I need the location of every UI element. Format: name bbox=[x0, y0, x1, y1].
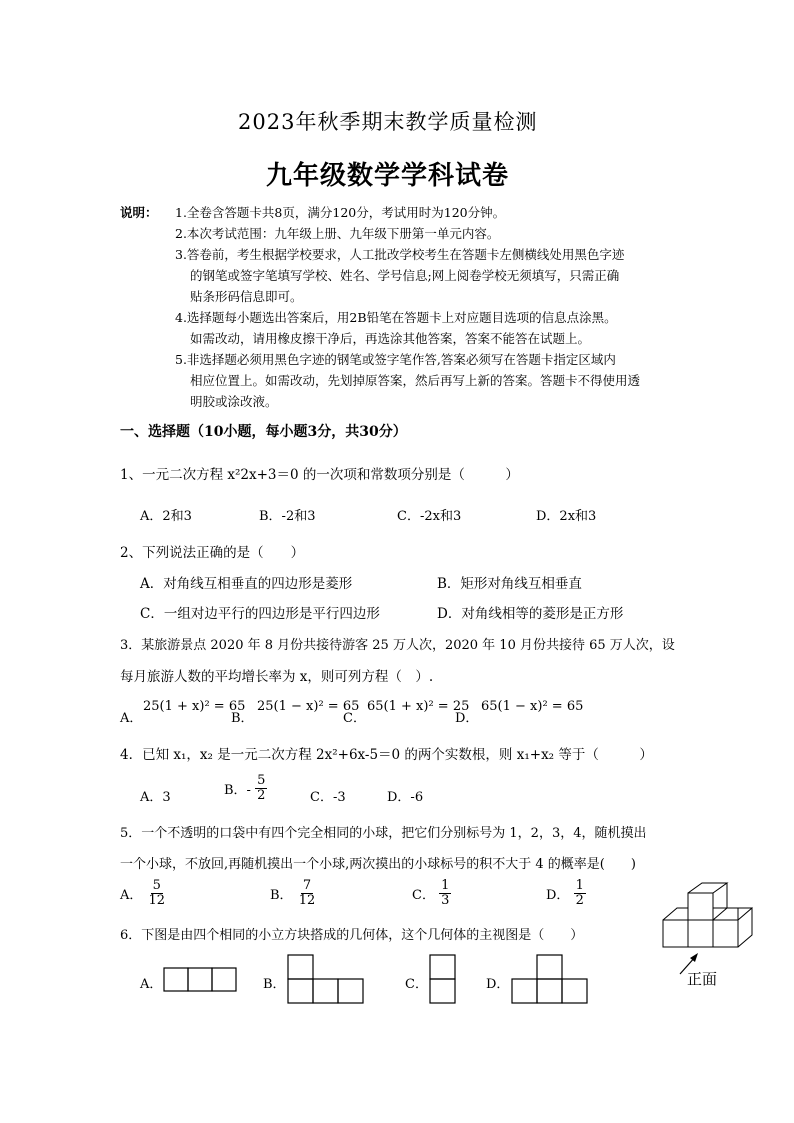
q4-option-b-numerator: 5 bbox=[257, 773, 266, 788]
q5-option-d-label: D． bbox=[546, 888, 570, 903]
q5-option-c-numerator: 1 bbox=[441, 878, 450, 893]
q6-option-b-label: B． bbox=[263, 977, 286, 992]
q6-option-a-label: A． bbox=[140, 977, 163, 992]
q1-option-a: A．2和3 bbox=[140, 509, 192, 524]
q5-option-c-fraction bbox=[439, 879, 451, 908]
q6-option-b-figure bbox=[287, 954, 365, 1004]
q3-stem-line-2: 每月旅游人数的平均增长率为 x，则可列方程（ ）. bbox=[120, 669, 434, 685]
q5-option-d bbox=[546, 879, 586, 908]
q3-option-b-label: B． bbox=[231, 711, 254, 726]
q4-option-c: C．-3 bbox=[310, 790, 346, 805]
instruction-line-1: 1.全卷含答题卡共8页，满分120分，考试用时为120分钟。 bbox=[175, 205, 506, 220]
instruction-line-4: 4.选择题每小题选出答案后，用2B铅笔在答题卡上对应题目选项的信息点涂黑。 bbox=[175, 310, 617, 325]
instruction-line-3: 3.答卷前，考生根据学校要求，人工批改学校考生在答题卡左侧横线处用黑色字迹 bbox=[175, 247, 625, 262]
q5-option-a bbox=[120, 879, 167, 908]
instruction-line-3b: 的钢笔或签字笔填写学校、姓名、学号信息;网上阅卷学校无须填写，只需正确 bbox=[190, 268, 620, 283]
exam-title: 九年级数学学科试卷 bbox=[266, 161, 510, 191]
q2-option-d: D．对角线相等的菱形是正方形 bbox=[437, 606, 624, 622]
q6-stem: 6．下图是由四个相同的小立方块搭成的几何体，这个几何体的主视图是（ ） bbox=[120, 928, 584, 943]
q3-option-c-equation: 65(1 + x)² = 25 bbox=[367, 699, 470, 714]
q6-option-c-figure bbox=[429, 954, 457, 1004]
instruction-line-5: 5.非选择题必须用黑色字迹的钢笔或签字笔作答,答案必须写在答题卡指定区域内 bbox=[175, 352, 616, 367]
q4-option-b-fraction bbox=[255, 774, 267, 803]
q3-option-a-label: A． bbox=[120, 711, 143, 726]
q2-option-a: A．对角线互相垂直的四边形是菱形 bbox=[140, 576, 353, 592]
q3-option-a-equation: 25(1 + x)² = 65 bbox=[143, 699, 246, 714]
q5-option-a-label: A． bbox=[120, 888, 143, 903]
q5-option-d-denominator: 2 bbox=[575, 893, 584, 908]
q2-option-b: B．矩形对角线互相垂直 bbox=[437, 576, 582, 592]
q3-stem-line-1: 3．某旅游景点 2020 年 8 月份共接待游客 25 万人次，2020 年 10 月份共接待 65 万人次，设 bbox=[120, 638, 675, 653]
q5-option-a-fraction bbox=[147, 879, 168, 908]
q1-option-c: C．-2x和3 bbox=[397, 509, 462, 524]
q4-option-b bbox=[224, 774, 267, 803]
q4-option-b-denominator: 2 bbox=[257, 788, 266, 803]
q5-option-b-denominator: 12 bbox=[298, 893, 316, 908]
q2-stem: 2、下列说法正确的是（ ） bbox=[120, 545, 305, 561]
q5-option-b-numerator: 7 bbox=[302, 878, 312, 893]
instructions-label: 说明： bbox=[120, 205, 158, 220]
q1-option-d: D．2x和3 bbox=[536, 509, 597, 524]
q3-option-c-label: C． bbox=[343, 711, 366, 726]
q5-stem-line-2: 一个小球，不放回,再随机摸出一个小球,两次摸出的小球标号的积不大于 4 的概率是( ) bbox=[120, 857, 636, 872]
cube-solid-figure bbox=[660, 882, 760, 952]
section-title: 一、选择题（10小题，每小题3分，共30分） bbox=[120, 424, 407, 440]
q1-stem: 1、一元二次方程 x²2x+3＝0 的一次项和常数项分别是（ ） bbox=[120, 467, 519, 483]
instruction-line-5c: 明胶或涂改液。 bbox=[190, 394, 278, 409]
q6-option-c-label: C． bbox=[405, 977, 428, 992]
q4-option-d: D．-6 bbox=[387, 790, 424, 805]
instruction-line-5b: 相应位置上。如需改动，先划掉原答案，然后再写上新的答案。答题卡不得使用透 bbox=[190, 373, 641, 388]
q5-option-c bbox=[412, 879, 451, 908]
exam-subtitle: 2023年秋季期末教学质量检测 bbox=[238, 110, 538, 134]
instruction-line-4b: 如需改动，请用橡皮擦干净后，再选涂其他答案，答案不能答在试题上。 bbox=[190, 331, 591, 346]
q5-option-d-numerator: 1 bbox=[575, 878, 584, 893]
q4-option-b-prefix: B．- bbox=[224, 783, 251, 798]
instruction-line-3c: 贴条形码信息即可。 bbox=[190, 289, 303, 304]
q3-option-d-label: D． bbox=[455, 711, 479, 726]
q4-stem: 4．已知 x₁，x₂ 是一元二次方程 2x²+6x-5＝0 的两个实数根，则 x₁+x₂ 等于（ ） bbox=[120, 747, 653, 763]
q5-option-a-numerator: 5 bbox=[152, 878, 161, 893]
front-view-label: 正面 bbox=[687, 970, 718, 988]
q3-option-b-equation: 25(1 − x)² = 65 bbox=[257, 699, 360, 714]
q4-option-a: A．3 bbox=[140, 790, 171, 805]
q6-option-d-figure bbox=[511, 954, 589, 1004]
q5-option-c-label: C． bbox=[412, 888, 435, 903]
q3-option-d-equation: 65(1 − x)² = 65 bbox=[481, 699, 584, 714]
instruction-line-2: 2.本次考试范围：九年级上册、九年级下册第一单元内容。 bbox=[175, 226, 500, 241]
q5-option-d-fraction bbox=[574, 879, 586, 908]
q5-option-b-fraction bbox=[297, 879, 318, 908]
q6-option-a-figure bbox=[163, 967, 238, 993]
q5-option-b bbox=[270, 879, 317, 908]
q1-option-b: B．-2和3 bbox=[259, 509, 316, 524]
q5-option-b-label: B． bbox=[270, 888, 293, 903]
q5-option-c-denominator: 3 bbox=[441, 893, 450, 908]
q5-stem-line-1: 5．一个不透明的口袋中有四个完全相同的小球，把它们分别标号为 1，2，3，4，随机摸出 bbox=[120, 826, 647, 841]
q2-option-c: C．一组对边平行的四边形是平行四边形 bbox=[140, 606, 380, 622]
q5-option-a-denominator: 12 bbox=[148, 893, 166, 908]
q6-option-d-label: D． bbox=[486, 977, 510, 992]
